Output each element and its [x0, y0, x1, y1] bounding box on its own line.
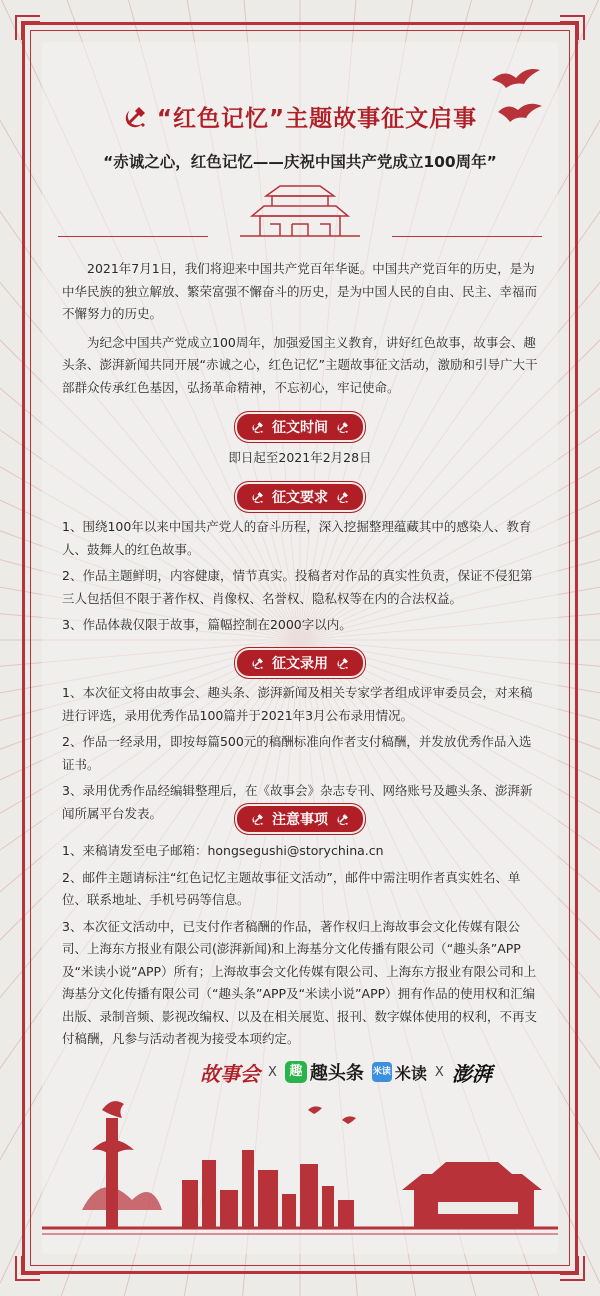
intro-paragraph: 为纪念中国共产党成立100周年，加强爱国主义教育，讲好红色故事，故事会、趣头条、澎湃新闻共同开展“赤诚之心，红色记忆”主题故事征文活动，激励和引导广大干部群众传承红色基因，弘扬革命精神，不忘初心，牢记使命。 — [62, 334, 538, 395]
tiananmen-icon — [200, 180, 400, 240]
list-item: 3、本次征文活动中，已支付作者稿酬的作品，著作权归上海故事会文化传媒有限公司、上海东方报业有限公司(澎湃新闻)和上海基分文化传播有限公司（“趣头条”APP及“米读小说”APP）所有；上海故事会文化传媒有限公司、上海东方报业有限公司和上海基分文化传播有限公司（“趣头条”APP及“米读小说”APP）拥有作品的使用权和汇编出版、录制音频、影视改编权、以及在相关展览、报刊、数字媒体使用的权利，不再支付稿酬，凡参与活动者视为接受本项约定。 — [62, 918, 538, 1046]
section-badge-time — [237, 414, 363, 440]
logo-separator: X — [434, 1064, 444, 1080]
section-label: 征文要求 — [272, 490, 328, 506]
intro-paragraph: 2021年7月1日，我们将迎来中国共产党百年华诞。中国共产党百年的历史，是为中华民族的独立解放、繁荣富强不懈奋斗的历史，是为中国人民的自由、民主、幸福而不懈努力的历史。 — [62, 261, 538, 321]
corner-ornament — [14, 14, 42, 42]
section-label: 征文时间 — [272, 420, 328, 436]
page-title — [123, 100, 477, 133]
city-skyline-illustration — [42, 1090, 558, 1254]
qutoutiao-app-icon: 趣 — [285, 1061, 307, 1083]
list-item: 3、作品体裁仅限于故事，篇幅控制在2000字以内。 — [62, 617, 352, 632]
midu-logo — [372, 1061, 427, 1084]
section-badge-selection — [237, 650, 363, 676]
title-text: “红色记忆”主题故事征文启事 — [156, 106, 478, 132]
midu-app-icon: 米读 — [372, 1062, 392, 1082]
qutoutiao-logo — [285, 1059, 364, 1085]
list-item: 1、来稿请发至电子邮箱：hongsegushi@storychina.cn — [62, 843, 384, 858]
pengpai-logo: 澎湃 — [451, 1061, 492, 1086]
hammer-sickle-icon — [336, 657, 349, 670]
section-badge-notes — [237, 806, 363, 832]
hammer-sickle-icon — [123, 105, 147, 129]
header-divider — [58, 236, 208, 237]
corner-ornament — [558, 1254, 586, 1282]
list-item: 2、作品主题鲜明，内容健康，情节真实。投稿者对作品的真实性负责，保证不侵犯第三人包括但不限于著作权、肖像权、名誉权、隐私权等在内的合法权益。 — [62, 568, 533, 606]
hammer-sickle-icon — [251, 491, 264, 504]
section-label: 注意事项 — [272, 812, 328, 828]
header-divider — [392, 236, 542, 237]
subtitle: “赤诚之心，红色记忆——庆祝中国共产党成立100周年” — [103, 153, 497, 171]
gushihui-logo: 故事会 — [200, 1061, 260, 1086]
list-item: 1、本次征文将由故事会、趣头条、澎湃新闻及相关专家学者组成评审委员会，对来稿进行评选，录用优秀作品100篇并于2021年3月公布录用情况。 — [62, 685, 533, 723]
intro-block — [62, 258, 540, 405]
hammer-sickle-icon — [336, 813, 349, 826]
requirements-list — [62, 516, 540, 641]
list-item: 2、作品一经录用，即按每篇500元的稿酬标准向作者支付稿酬，并发放优秀作品入选证书。 — [62, 734, 532, 772]
deadline-text: 即日起至2021年2月28日 — [228, 450, 372, 465]
list-item: 1、围绕100年以来中国共产党人的奋斗历程，深入挖掘整理蕴藏其中的感染人、教育人、鼓舞人的红色故事。 — [62, 519, 532, 557]
hammer-sickle-icon — [251, 657, 264, 670]
logo-separator: X — [268, 1064, 277, 1080]
corner-ornament — [558, 14, 586, 42]
hammer-sickle-icon — [251, 813, 264, 826]
hammer-sickle-icon — [336, 421, 349, 434]
list-item: 3、录用优秀作品经编辑整理后，在《故事会》杂志专刊、网络账号及趣头条、澎湃新闻所属平台发表。 — [62, 783, 533, 821]
section-label: 征文录用 — [272, 656, 328, 672]
midu-name: 米读 — [394, 1063, 427, 1083]
list-item: 2、邮件主题请标注“红色记忆主题故事征文活动”，邮件中需注明作者真实姓名、单位、联系地址、手机号码等信息。 — [62, 869, 521, 907]
sponsor-logos — [200, 1054, 560, 1090]
notes-list — [62, 840, 540, 1055]
corner-ornament — [14, 1254, 42, 1282]
hammer-sickle-icon — [336, 491, 349, 504]
section-badge-requirements — [237, 484, 363, 510]
hammer-sickle-icon — [251, 421, 264, 434]
qutoutiao-name: 趣头条 — [309, 1063, 364, 1084]
